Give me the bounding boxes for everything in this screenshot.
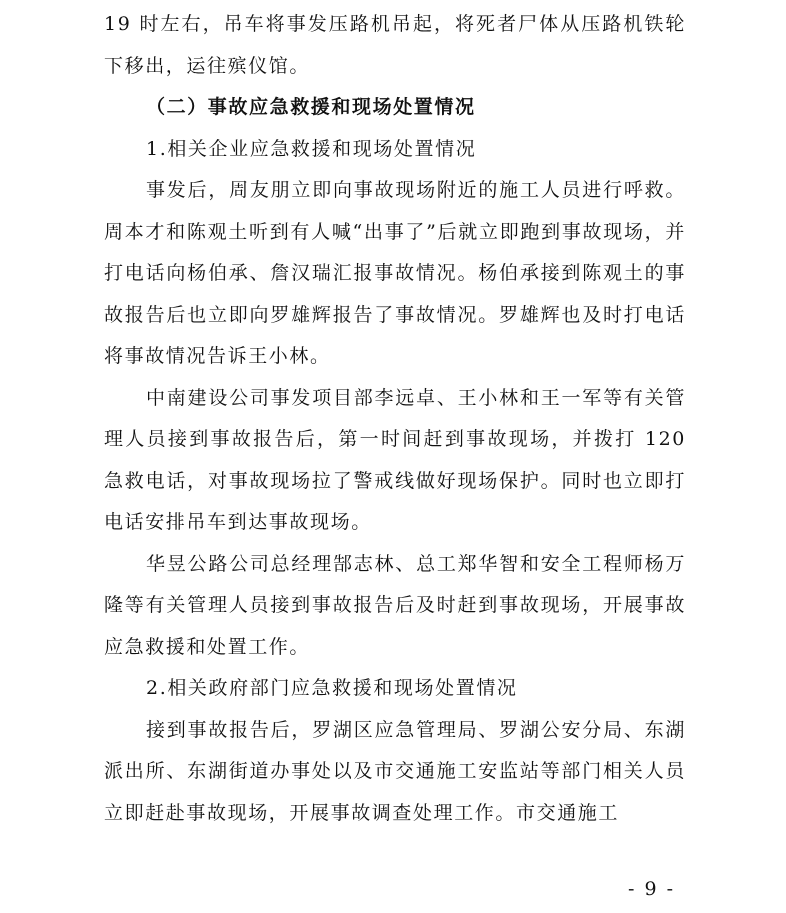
paragraph-call-for-help: 事发后，周友朋立即向事故现场附近的施工人员进行呼救。周本才和陈观土听到有人喊“出事了”后就立即跑到事故现场，并打电话向杨伯承、詹汉瑞汇报事故情况。杨伯承接到陈观土的事故报告后也立即向罗雄辉报告了事故情况。罗雄辉也及时打电话将事故情况告诉王小林。	[104, 179, 686, 367]
paragraph-government-arrival: 接到事故报告后，罗湖区应急管理局、罗湖公安分局、东湖派出所、东湖街道办事处以及市交通施工安监站等部门相关人员立即赶赴事故现场，开展事故调查处理工作。市交通施工	[104, 718, 686, 824]
paragraph-transport-body: 19 时左右，吊车将事发压路机吊起，将死者尸体从压路机铁轮下移出，运往殡仪馆。	[104, 13, 686, 77]
page-number: - 9 -	[628, 878, 676, 900]
paragraph-construction-company-response: 中南建设公司事发项目部李远卓、王小林和王一军等有关管理人员接到事故报告后，第一时间赶到事故现场，并拨打 120 急救电话，对事故现场拉了警戒线做好现场保护。同时也立即打电话安排吊车到达事故现场。	[104, 386, 686, 533]
document-body	[104, 4, 686, 834]
paragraph-road-company-response: 华昱公路公司总经理郜志林、总工郑华智和安全工程师杨万隆等有关管理人员接到事故报告后及时赶到事故现场，开展事故应急救援和处置工作。	[104, 552, 686, 658]
subheading-enterprise-response: 1.相关企业应急救援和现场处置情况	[146, 137, 477, 160]
section-heading-emergency-rescue: （二）事故应急救援和现场处置情况	[146, 96, 476, 118]
subheading-government-response: 2.相关政府部门应急救援和现场处置情况	[146, 677, 518, 699]
